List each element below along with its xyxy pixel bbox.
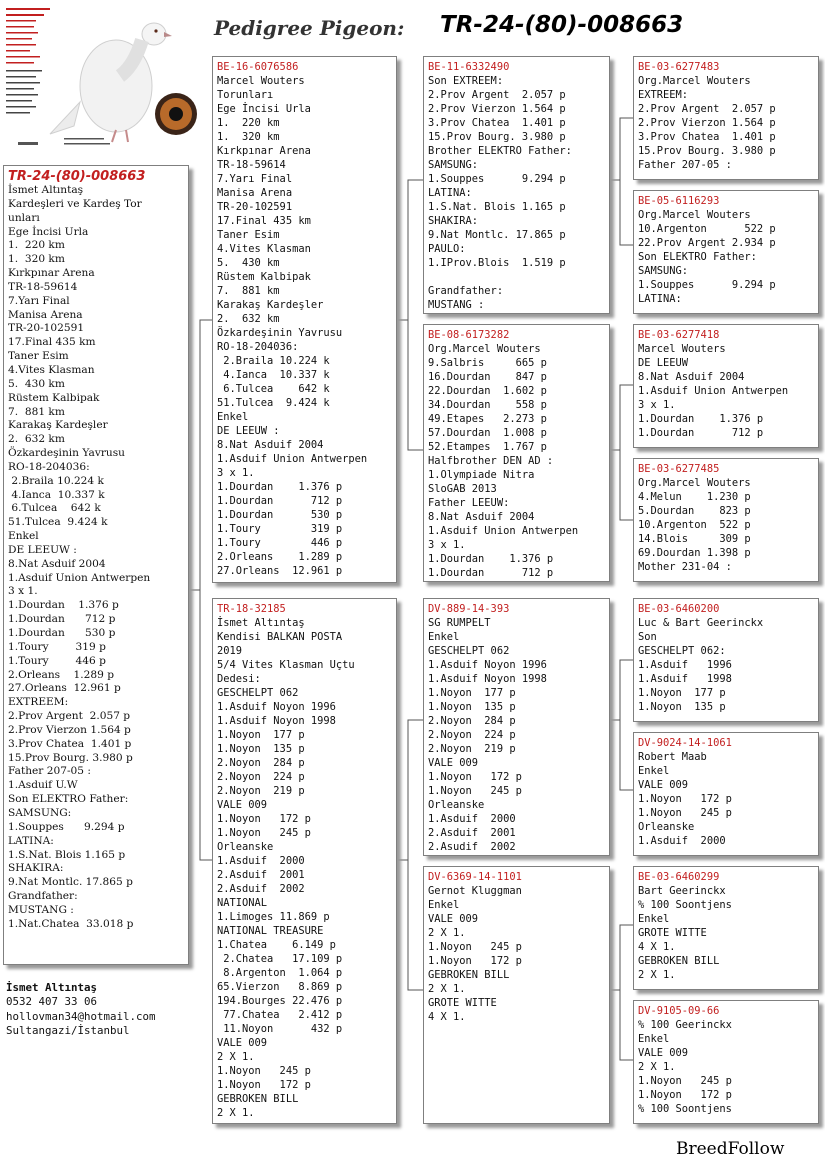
subject-line: 7.Yarı Final (8, 294, 70, 307)
dam-line: 2.Asduif 2002 (217, 883, 305, 895)
ds-line: 1.Noyon 135 p (428, 701, 516, 713)
subject-line: 1.Asduif U.W (8, 779, 78, 792)
dam-line: 11.Noyon 432 p (217, 1023, 343, 1035)
dam-line: 1.Noyon 172 p (217, 1079, 311, 1091)
subject-line: Enkel (8, 530, 39, 543)
sds-line: 1.Dourdan 1.376 p (638, 413, 764, 425)
subject-line: Father 207-05 : (8, 765, 91, 778)
ssd-line: LATINA: (638, 293, 682, 305)
dd-line: 2 X 1. (428, 927, 466, 939)
subject-line: LATINA: (8, 834, 54, 847)
sire-line: 1.Dourdan 712 p (217, 495, 343, 507)
ss-line: SAMSUNG: (428, 159, 479, 171)
subject-line: 6.Tulcea 642 k (8, 502, 101, 515)
sss-line: 3.Prov Chatea 1.401 p (638, 131, 776, 143)
subject-line: 5. 430 km (8, 377, 65, 390)
pigeon-photo-card (4, 6, 200, 156)
dsd-line: Robert Maab (638, 751, 707, 763)
dam-line: 1.Asduif 2000 (217, 855, 305, 867)
sdd-line: Org.Marcel Wouters (638, 477, 751, 489)
dam-dam-ring: DV-6369-14-1101 (428, 871, 522, 883)
subject-line: MUSTANG : (8, 903, 74, 916)
sd-line: 8.Nat Asduif 2004 (428, 511, 535, 523)
sire-line: Rüstem Kalbipak (217, 271, 311, 283)
dss-details (638, 616, 814, 714)
sire-line: Kırkpınar Arena (217, 145, 311, 157)
ds-line: 2.Asudif 2002 (428, 841, 516, 853)
sire-line: 2.Orleans 1.289 p (217, 551, 343, 563)
subject-line: 9.Nat Montlc. 17.865 p (8, 876, 133, 889)
dam-line: 1.Asduif Noyon 1998 (217, 715, 336, 727)
ddd-line: 1.Noyon 245 p (638, 1075, 732, 1087)
ssd-line: Son ELEKTRO Father: (638, 251, 757, 263)
sire-line: 7. 881 km (217, 285, 280, 297)
dsd-line: Enkel (638, 765, 670, 777)
sd-line: 22.Dourdan 1.602 p (428, 385, 547, 397)
ds-line: Enkel (428, 631, 460, 643)
ss-line: 3.Prov Chatea 1.401 p (428, 117, 566, 129)
subject-line: 1.Toury 319 p (8, 640, 106, 653)
ddd-line: 1.Noyon 172 p (638, 1089, 732, 1101)
dam-line: 1.Limoges 11.869 p (217, 911, 330, 923)
dss-line: 1.Asduif 1998 (638, 673, 732, 685)
dds-ring: BE-03-6460299 (638, 871, 720, 883)
ss-line: SHAKIRA: (428, 215, 479, 227)
subject-line: 1.Nat.Chatea 33.018 p (8, 917, 134, 930)
sire-sire-details (428, 74, 605, 312)
sire-sire-card (423, 56, 610, 314)
sss-line: 2.Prov Argent 2.057 p (638, 103, 776, 115)
ddd-line: % 100 Geerinckx (638, 1019, 732, 1031)
sire-line: TR-18-59614 (217, 159, 286, 171)
dam-line: 1.Noyon 135 p (217, 743, 305, 755)
dam-line: İsmet Altıntaş (217, 617, 305, 629)
dam-details (217, 616, 392, 1120)
dss-line: 1.Noyon 177 p (638, 687, 726, 699)
dam-line: NATIONAL TREASURE (217, 925, 324, 937)
subject-line: Ege İncisi Urla (8, 225, 89, 238)
ds-line: 2.Noyon 219 p (428, 743, 516, 755)
ss-line: 1.S.Nat. Blois 1.165 p (428, 201, 566, 213)
dam-line: 5/4 Vites Klasman Uçtu (217, 659, 355, 671)
dsd-details (638, 750, 814, 848)
sire-line: 1.Asduif Union Antwerpen (217, 453, 368, 465)
ds-line: 2.Noyon 284 p (428, 715, 516, 727)
ss-line: Grandfather: (428, 285, 504, 297)
ss-line: MUSTANG : (428, 299, 485, 311)
dd-line: GROTE WITTE (428, 997, 497, 1009)
dam-line: 1.Noyon 245 p (217, 827, 311, 839)
sds-ring: BE-03-6277418 (638, 329, 720, 341)
sire-line: Marcel Wouters (217, 75, 305, 87)
sire-dam-details (428, 342, 605, 580)
sire-line: Enkel (217, 411, 249, 423)
sire-line: 2.Braila 10.224 k (217, 355, 330, 367)
dd-line: 4 X 1. (428, 1011, 466, 1023)
ss-line: 2.Prov Vierzon 1.564 p (428, 103, 566, 115)
dsd-line: Orleanske (638, 821, 695, 833)
dam-line: 2.Asduif 2001 (217, 869, 305, 881)
sds-line: DE LEEUW (638, 357, 689, 369)
dam-sire-card (423, 598, 610, 856)
subject-line: 2. 632 km (8, 433, 65, 446)
subject-line: TR-18-59614 (8, 280, 78, 293)
dam-card (212, 598, 397, 1124)
sire-line: 17.Final 435 km (217, 215, 311, 227)
pedigree-title-label: Pedigree Pigeon: (214, 16, 405, 40)
subject-line: 27.Orleans 12.961 p (8, 682, 121, 695)
sss-line: 2.Prov Vierzon 1.564 p (638, 117, 776, 129)
brand-footer: BreedFollow (676, 1139, 785, 1159)
sd-line: 1.Olympiade Nitra (428, 469, 535, 481)
ss-line: PAULO: (428, 243, 466, 255)
dam-line: NATIONAL (217, 897, 268, 909)
sds-line: 3 x 1. (638, 399, 676, 411)
ss-line: Son EXTREEM: (428, 75, 504, 87)
dam-ring: TR-18-32185 (217, 603, 286, 615)
subject-line: Son ELEKTRO Father: (8, 793, 129, 806)
sire-dam-ring: BE-08-6173282 (428, 329, 510, 341)
subject-line: 1. 320 km (8, 253, 65, 266)
subject-line: Karakaş Kardeşler (8, 419, 108, 432)
subject-ring: TR-24-(80)-008663 (8, 169, 146, 184)
sdd-line: 4.Melun 1.230 p (638, 491, 751, 503)
dsd-line: 1.Asduif 2000 (638, 835, 726, 847)
sds-line: Marcel Wouters (638, 343, 726, 355)
ds-line: 1.Asduif 2000 (428, 813, 516, 825)
subject-line: 2.Prov Vierzon 1.564 p (8, 723, 131, 736)
sd-line: Halfbrother DEN AD : (428, 455, 554, 467)
sds-card (633, 324, 819, 448)
subject-line: Manisa Arena (8, 308, 83, 321)
subject-line: 3 x 1. (8, 585, 38, 598)
sd-line: Father LEEUW: (428, 497, 510, 509)
owner-contact (6, 981, 156, 1038)
dam-line: 2019 (217, 645, 243, 657)
sire-line: 1.Dourdan 530 p (217, 509, 343, 521)
sss-ring: BE-03-6277483 (638, 61, 720, 73)
subject-line: Grandfather: (8, 890, 78, 903)
ddd-ring: DV-9105-09-66 (638, 1005, 720, 1017)
sire-line: Ege İncisi Urla (217, 103, 311, 115)
sds-line: 1.Asduif Union Antwerpen (638, 385, 789, 397)
dsd-line: 1.Noyon 172 p (638, 793, 732, 805)
sire-line: Özkardeşinin Yavrusu (217, 327, 343, 339)
sd-line: 49.Etapes 2.273 p (428, 413, 547, 425)
dam-line: GESCHELPT 062 (217, 687, 299, 699)
ddd-line: VALE 009 (638, 1047, 689, 1059)
dam-line: GEBROKEN BILL (217, 1093, 299, 1105)
ssd-ring: BE-05-6116293 (638, 195, 720, 207)
subject-line: 1.S.Nat. Blois 1.165 p (8, 848, 126, 861)
dd-line: Gernot Kluggman (428, 885, 522, 897)
sire-line: Karakaş Kardeşler (217, 299, 324, 311)
dss-line: 1.Asduif 1996 (638, 659, 732, 671)
dam-line: Orleanske (217, 841, 274, 853)
ssd-details (638, 208, 814, 306)
sdd-line: 5.Dourdan 823 p (638, 505, 751, 517)
sire-details (217, 74, 392, 578)
ddd-line: Enkel (638, 1033, 670, 1045)
subject-line: 1.Souppes 9.294 p (8, 820, 125, 833)
subject-line: 2.Orleans 1.289 p (8, 668, 115, 681)
sire-line: Torunları (217, 89, 274, 101)
sss-line: EXTREEM: (638, 89, 689, 101)
dds-line: % 100 Soontjens (638, 899, 732, 911)
sire-line: 27.Orleans 12.961 p (217, 565, 343, 577)
sire-line: 3 x 1. (217, 467, 255, 479)
ds-line: GESCHELPT 062 (428, 645, 510, 657)
ds-line: 1.Noyon 245 p (428, 785, 522, 797)
dam-line: Dedesi: (217, 673, 261, 685)
sd-line: 1.Asduif Union Antwerpen (428, 525, 579, 537)
dam-line: 65.Vierzon 8.869 p (217, 981, 343, 993)
subject-line: RO-18-204036: (8, 460, 90, 473)
sd-line: Org.Marcel Wouters (428, 343, 541, 355)
dsd-ring: DV-9024-14-1061 (638, 737, 732, 749)
ss-line: Brother ELEKTRO Father: (428, 145, 572, 157)
dss-line: Luc & Bart Geerinckx (638, 617, 764, 629)
dss-ring: BE-03-6460200 (638, 603, 720, 615)
dam-line: 194.Bourges 22.476 p (217, 995, 343, 1007)
dsd-line: 1.Noyon 245 p (638, 807, 732, 819)
sdd-card (633, 458, 819, 582)
subject-line: Özkardeşinin Yavrusu (8, 447, 125, 460)
subject-line: 3.Prov Chatea 1.401 p (8, 737, 132, 750)
ssd-line: 1.Souppes 9.294 p (638, 279, 776, 291)
sire-line: DE LEEUW : (217, 425, 280, 437)
ss-line: 1.IProv.Blois 1.519 p (428, 257, 566, 269)
dam-line: 2 X 1. (217, 1107, 255, 1119)
subject-line: DE LEEUW : (8, 543, 77, 556)
dss-card (633, 598, 819, 722)
ssd-line: 22.Prov Argent 2.934 p (638, 237, 776, 249)
dds-line: GEBROKEN BILL (638, 955, 720, 967)
ssd-card (633, 190, 819, 314)
sire-line: 51.Tulcea 9.424 k (217, 397, 330, 409)
subject-line: SAMSUNG: (8, 806, 72, 819)
sire-ring: BE-16-6076586 (217, 61, 299, 73)
sire-line: Manisa Arena (217, 187, 293, 199)
sire-line: 4.Vites Klasman (217, 243, 311, 255)
dam-line: 2.Chatea 17.109 p (217, 953, 343, 965)
dam-line: 8.Argenton 1.064 p (217, 967, 343, 979)
sire-line: 1.Toury 319 p (217, 523, 343, 535)
sire-line: 6.Tulcea 642 k (217, 383, 330, 395)
dds-line: 4 X 1. (638, 941, 676, 953)
sdd-details (638, 476, 814, 574)
ds-line: VALE 009 (428, 757, 479, 769)
sire-line: 1. 320 km (217, 131, 280, 143)
sire-line: 1. 220 km (217, 117, 280, 129)
dds-details (638, 884, 814, 982)
subject-line: unları (8, 211, 40, 224)
sd-line: 3 x 1. (428, 539, 466, 551)
ssd-line: Org.Marcel Wouters (638, 209, 751, 221)
subject-line: 4.Vites Klasman (8, 363, 95, 376)
ss-line: LATINA: (428, 187, 472, 199)
dam-line: VALE 009 (217, 1037, 268, 1049)
subject-card (3, 165, 189, 965)
ssd-line: SAMSUNG: (638, 265, 689, 277)
subject-line: 1.Dourdan 712 p (8, 613, 116, 626)
subject-line: 1.Asduif Union Antwerpen (8, 571, 151, 584)
dd-line: 1.Noyon 245 p (428, 941, 522, 953)
subject-line: 51.Tulcea 9.424 k (8, 516, 108, 529)
subject-line: İsmet Altıntaş (8, 184, 84, 196)
sds-line: 1.Dourdan 712 p (638, 427, 764, 439)
subject-details (8, 184, 184, 932)
sd-line: 52.Etampes 1.767 p (428, 441, 547, 453)
subject-line: 1.Toury 446 p (8, 654, 106, 667)
ss-line: 15.Prov Bourg. 3.980 p (428, 131, 566, 143)
ddd-details (638, 1018, 814, 1116)
ddd-line: % 100 Soontjens (638, 1103, 732, 1115)
ds-line: Orleanske (428, 799, 485, 811)
sire-line: 4.Ianca 10.337 k (217, 369, 330, 381)
subject-line: Taner Esim (8, 350, 69, 363)
dam-line: 1.Noyon 172 p (217, 813, 311, 825)
sss-line: Org.Marcel Wouters (638, 75, 751, 87)
subject-line: 1.Dourdan 530 p (8, 627, 116, 639)
dd-line: GEBROKEN BILL (428, 969, 510, 981)
ds-line: 1.Asduif Noyon 1996 (428, 659, 547, 671)
ss-line: 9.Nat Montlc. 17.865 p (428, 229, 566, 241)
ddd-card (633, 1000, 819, 1124)
sd-line: 9.Salbris 665 p (428, 357, 547, 369)
ss-line: 1.Souppes 9.294 p (428, 173, 566, 185)
subject-line: 8.Nat Asduif 2004 (8, 557, 106, 570)
sss-details (638, 74, 814, 172)
sd-line: 34.Dourdan 558 p (428, 399, 547, 411)
ds-line: 1.Asduif Noyon 1998 (428, 673, 547, 685)
subject-line: EXTREEM: (8, 696, 69, 709)
owner-name: İsmet Altıntaş (6, 981, 98, 994)
dd-line: 1.Noyon 172 p (428, 955, 522, 967)
dam-line: 77.Chatea 2.412 p (217, 1009, 343, 1021)
sire-line: 7.Yarı Final (217, 173, 293, 185)
dds-line: Bart Geerinckx (638, 885, 726, 897)
ss-line (428, 270, 605, 284)
sire-line: TR-20-102591 (217, 201, 293, 213)
sss-line: 15.Prov Bourg. 3.980 p (638, 145, 776, 157)
ds-line: 1.Noyon 177 p (428, 687, 516, 699)
dds-card (633, 866, 819, 990)
dds-line: Enkel (638, 913, 670, 925)
dd-line: Enkel (428, 899, 460, 911)
pedigree-ring-number: TR-24-(80)-008663 (440, 12, 684, 38)
dam-line: 1.Asduif Noyon 1996 (217, 701, 336, 713)
dss-line: Son (638, 631, 657, 643)
dam-dam-card (423, 866, 610, 1124)
dss-line: 1.Noyon 135 p (638, 701, 726, 713)
ds-line: 1.Noyon 172 p (428, 771, 522, 783)
dsd-line: VALE 009 (638, 779, 689, 791)
dsd-card (633, 732, 819, 856)
sds-line: 8.Nat Asduif 2004 (638, 371, 745, 383)
sire-card (212, 56, 397, 583)
subject-line: Kardeşleri ve Kardeş Tor (8, 197, 142, 210)
dam-sire-ring: DV-889-14-393 (428, 603, 510, 615)
ds-line: 2.Asduif 2001 (428, 827, 516, 839)
subject-line: 1.Dourdan 1.376 p (8, 599, 119, 612)
subject-line: SHAKIRA: (8, 862, 64, 875)
dam-line: 1.Chatea 6.149 p (217, 939, 336, 951)
ss-line: 2.Prov Argent 2.057 p (428, 89, 566, 101)
sss-card (633, 56, 819, 180)
sdd-line: 10.Argenton 522 p (638, 519, 751, 531)
dam-line: VALE 009 (217, 799, 268, 811)
dam-line: 2 X 1. (217, 1051, 255, 1063)
sd-line: 16.Dourdan 847 p (428, 371, 547, 383)
ds-line: SG RUMPELT (428, 617, 491, 629)
subject-line: Rüstem Kalbipak (8, 391, 100, 404)
dss-line: GESCHELPT 062: (638, 645, 726, 657)
sire-dam-card (423, 324, 610, 582)
sdd-line: 14.Blois 309 p (638, 533, 751, 545)
sdd-line: 69.Dourdan 1.398 p (638, 547, 751, 559)
owner-address: Sultangazi/İstanbul (6, 1023, 130, 1037)
sire-line: RO-18-204036: (217, 341, 299, 353)
sire-line: 1.Toury 446 p (217, 537, 343, 549)
sd-line: 1.Dourdan 1.376 p (428, 553, 554, 565)
ddd-line: 2 X 1. (638, 1061, 676, 1073)
dam-line: 2.Noyon 224 p (217, 771, 305, 783)
sire-sire-ring: BE-11-6332490 (428, 61, 510, 73)
sd-line: 1.Dourdan 712 p (428, 567, 554, 579)
subject-line: Kırkpınar Arena (8, 267, 95, 280)
sss-line: Father 207-05 : (638, 159, 732, 171)
subject-line: 17.Final 435 km (8, 336, 96, 349)
dam-line: 2.Noyon 219 p (217, 785, 305, 797)
sire-line: 5. 430 km (217, 257, 280, 269)
subject-line: 2.Prov Argent 2.057 p (8, 710, 131, 723)
dam-sire-details (428, 616, 605, 854)
subject-line: 4.Ianca 10.337 k (8, 488, 105, 501)
subject-line: 7. 881 km (8, 405, 65, 418)
dam-line: 2.Noyon 284 p (217, 757, 305, 769)
ds-line: 2.Noyon 224 p (428, 729, 516, 741)
sdd-ring: BE-03-6277485 (638, 463, 720, 475)
owner-phone: 0532 407 33 06 (6, 995, 98, 1009)
white-pigeon-photo (4, 6, 200, 156)
dam-dam-details (428, 884, 605, 1024)
subject-line: 15.Prov Bourg. 3.980 p (8, 751, 133, 764)
sd-line: 57.Dourdan 1.008 p (428, 427, 547, 439)
sire-line: 8.Nat Asduif 2004 (217, 439, 324, 451)
dds-line: 2 X 1. (638, 969, 676, 981)
dam-line: Kendisi BALKAN POSTA (217, 631, 343, 643)
sire-line: 1.Dourdan 1.376 p (217, 481, 343, 493)
sd-line: SloGAB 2013 (428, 483, 497, 495)
dam-line: 1.Noyon 177 p (217, 729, 305, 741)
owner-email: hollovman34@hotmail.com (6, 1009, 156, 1023)
sds-details (638, 342, 814, 440)
sire-line: Taner Esim (217, 229, 280, 241)
subject-line: 2.Braila 10.224 k (8, 474, 104, 487)
ssd-line: 10.Argenton 522 p (638, 223, 776, 235)
dd-line: VALE 009 (428, 913, 479, 925)
subject-line: 1. 220 km (8, 239, 65, 252)
dam-line: 1.Noyon 245 p (217, 1065, 311, 1077)
dds-line: GROTE WITTE (638, 927, 707, 939)
sdd-line: Mother 231-04 : (638, 561, 732, 573)
subject-line: TR-20-102591 (8, 322, 85, 335)
sire-line: 2. 632 km (217, 313, 280, 325)
dd-line: 2 X 1. (428, 983, 466, 995)
